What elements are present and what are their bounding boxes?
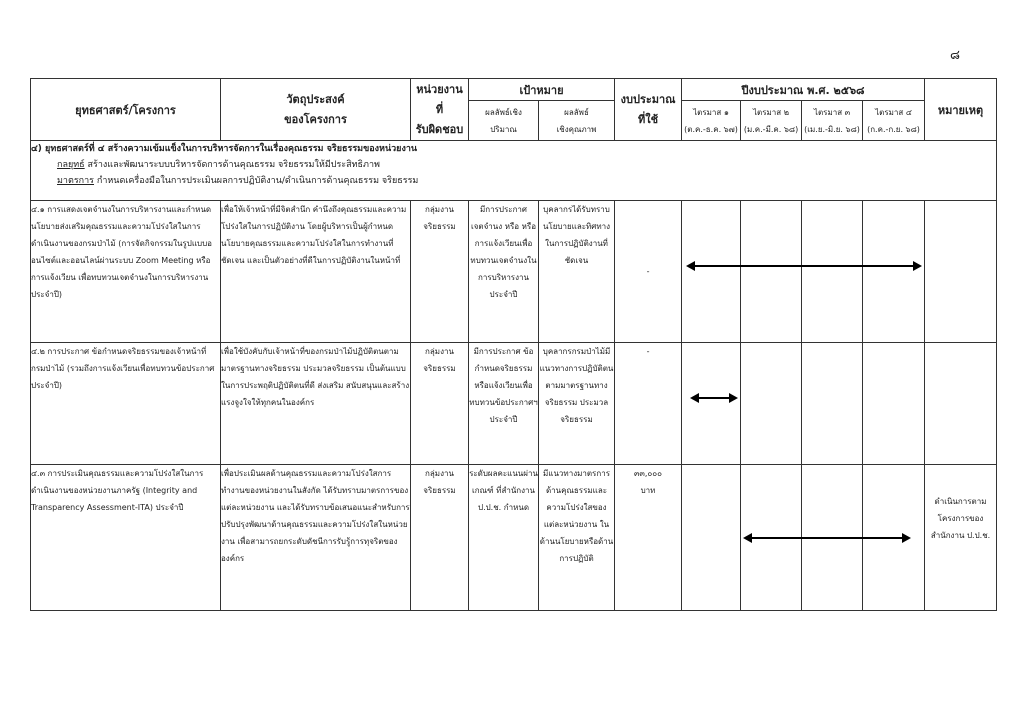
quarter-2-name: ไตรมาส ๒ <box>753 107 789 117</box>
row2-objective: เพื่อใช้บังคับกับเจ้าหน้าที่ของกรมป่าไม้ปฏิบัติตนตามมาตรฐานทางจริยธรรม ประมวลจริยธรรม เป็นต้นแบบในการประพฤติปฏิบัติตนที่ดี ส่งเสริม สนับสนุนและสร้างแรงจูงใจให้ทุกคนในองค์กร <box>221 343 411 465</box>
table-row <box>31 201 997 343</box>
table-row <box>31 465 997 611</box>
section-measure <box>31 173 996 189</box>
header-strategy: ยุทธศาสตร์/โครงการ <box>31 79 221 141</box>
header-target-qual-line2: เชิงคุณภาพ <box>556 124 597 134</box>
row2-project: ๔.๒ การประกาศ ข้อกำหนดจริยธรรมของเจ้าหน้าที่กรมป่าไม้ (รวมถึงการแจ้งเวียนเพื่อทบทวนข้อประกาศ ประจำปี) <box>31 343 221 465</box>
measure-text: กำหนดเครื่องมือในการประเมินผลการปฏิบัติงาน/ดำเนินการด้านคุณธรรม จริยธรรม <box>94 176 419 186</box>
row3-q4 <box>863 465 925 611</box>
quarter-3-name: ไตรมาส ๓ <box>813 107 851 117</box>
header-unit-line1: หน่วยงาน <box>416 82 463 96</box>
quarter-4-name: ไตรมาส ๔ <box>875 107 912 117</box>
row2-q4 <box>863 343 925 465</box>
row1-project: ๔.๑ การแสดงเจตจำนงในการบริหารงานและกำหนดนโยบายส่งเสริมคุณธรรมและความโปร่งใสในการดำเนินงานของกรมป่าไม้ (การจัดกิจกรรมในรูปแบบออนไซต์และออนไลน์ผ่านระบบ Zoom Meeting หรือการแจ้งเวียน เพื่อทบทวนเจตจำนงในการบริหารงาน ประจำปี) <box>31 201 221 343</box>
row2-unit: กลุ่มงานจริยธรรม <box>411 343 469 465</box>
row3-budget <box>615 465 682 611</box>
row1-q4 <box>863 201 925 343</box>
row1-target-qual: บุคลากรได้รับทราบนโยบายและทิศทางในการปฏิบัติงานที่ชัดเจน <box>539 201 615 343</box>
header-target-qual-line1: ผลลัพธ์ <box>564 107 589 117</box>
row3-q1 <box>682 465 741 611</box>
strategy-text: สร้างและพัฒนาระบบบริหารจัดการด้านคุณธรรม จริยธรรมให้มีประสิทธิภาพ <box>84 160 380 170</box>
row2-q3 <box>802 343 863 465</box>
row3-q3 <box>802 465 863 611</box>
row1-q2 <box>741 201 802 343</box>
row3-remarks: ดำเนินการตามโครงการของสำนักงาน ป.ป.ช. <box>925 465 997 611</box>
header-budget-line1: งบประมาณ <box>620 92 676 106</box>
header-quarter-2 <box>741 101 802 141</box>
quarter-2-months: (ม.ค.-มี.ค. ๖๘) <box>743 124 799 134</box>
header-target-qty <box>469 101 539 141</box>
section-cell <box>31 141 997 201</box>
page-number: ๘ <box>950 48 961 63</box>
timeline-arrow <box>692 397 736 399</box>
header-quarter-3 <box>802 101 863 141</box>
row3-q2 <box>741 465 802 611</box>
header-quarter-4 <box>863 101 925 141</box>
quarter-1-months: (ต.ค.-ธ.ค. ๖๗) <box>684 124 738 134</box>
header-target: เป้าหมาย <box>469 79 615 101</box>
section-title: ๔) ยุทธศาสตร์ที่ ๔ สร้างความเข้มแข็งในการบริหารจัดการในเรื่องคุณธรรม จริยธรรมของหน่วยงาน <box>31 144 418 154</box>
row3-target-qual: มีแนวทางมาตรการด้านคุณธรรมและความโปร่งใสของแต่ละหน่วยงาน ในด้านนโยบายหรือด้านการปฏิบัติ <box>539 465 615 611</box>
quarter-3-months: (เม.ย.-มิ.ย. ๖๘) <box>804 124 860 134</box>
section-row <box>31 141 997 201</box>
row1-unit: กลุ่มงานจริยธรรม <box>411 201 469 343</box>
header-unit-line2: ที่ <box>435 102 444 116</box>
section-strategy <box>31 157 996 173</box>
row2-budget: - <box>615 343 682 465</box>
header-budget-line2: ที่ใช้ <box>637 112 659 126</box>
header-objective-line1: วัตถุประสงค์ <box>286 92 345 106</box>
header-row-1 <box>31 79 997 101</box>
measure-label: มาตรการ <box>57 176 95 186</box>
row3-project: ๔.๓ การประเมินคุณธรรมและความโปร่งใสในการดำเนินงานของหน่วยงานภาครัฐ (Integrity and Transparency Assessment-ITA) ประจำปี <box>31 465 221 611</box>
table-row <box>31 343 997 465</box>
row3-unit: กลุ่มงานจริยธรรม <box>411 465 469 611</box>
header-remarks: หมายเหตุ <box>925 79 997 141</box>
quarter-4-months: (ก.ค.-ก.ย. ๖๘) <box>867 124 920 134</box>
strategy-label: กลยุทธ์ <box>57 160 85 170</box>
header-target-qual <box>539 101 615 141</box>
row3-budget-unit: บาท <box>640 486 656 495</box>
row2-remarks <box>925 343 997 465</box>
row1-budget: - <box>615 201 682 343</box>
header-target-qty-line1: ผลลัพธ์เชิง <box>485 107 522 117</box>
row1-q3 <box>802 201 863 343</box>
row3-target-qty: ระดับผลคะแนนผ่านเกณฑ์ ที่สำนักงาน ป.ป.ช. กำหนด <box>469 465 539 611</box>
quarter-1-name: ไตรมาส ๑ <box>693 107 729 117</box>
row1-q1 <box>682 201 741 343</box>
action-plan-table <box>30 78 997 611</box>
row3-objective: เพื่อประเมินผลด้านคุณธรรมและความโปร่งใสการทำงานของหน่วยงานในสังกัด ได้รับทราบมาตรการของแต่ละหน่วยงาน และได้รับทราบข้อเสนอแนะสำหรับการปรับปรุงพัฒนาด้านคุณธรรมและความโปร่งใสในหน่วยงาน เพื่อสามารถยกระดับดัชนีการรับรู้การทุจริตขององค์กร <box>221 465 411 611</box>
header-unit <box>411 79 469 141</box>
row2-target-qty: มีการประกาศ ข้อกำหนดจริยธรรม หรือแจ้งเวียนเพื่อทบทวนข้อประกาศฯ ประจำปี <box>469 343 539 465</box>
row1-remarks <box>925 201 997 343</box>
header-objective <box>221 79 411 141</box>
header-unit-line3: รับผิดชอบ <box>415 122 464 136</box>
header-objective-line2: ของโครงการ <box>284 112 347 126</box>
header-quarter-1 <box>682 101 741 141</box>
row1-target-qty: มีการประกาศเจตจำนง หรือ หรือการแจ้งเวียนเพื่อทบทวนเจตจำนงในการบริหารงาน ประจำปี <box>469 201 539 343</box>
header-target-qty-line2: ปริมาณ <box>490 124 517 134</box>
header-fiscal-year: ปีงบประมาณ พ.ศ. ๒๕๖๘ <box>682 79 925 101</box>
row2-q1 <box>682 343 741 465</box>
row2-target-qual: บุคลากรกรมป่าไม้มีแนวทางการปฏิบัติตนตามมาตรฐานทางจริยธรรม ประมวลจริยธรรม <box>539 343 615 465</box>
row3-budget-amount: ๓๓,๐๐๐ <box>633 469 663 478</box>
row2-q2 <box>741 343 802 465</box>
row1-objective: เพื่อให้เจ้าหน้าที่มีจิตสำนึก คำนึงถึงคุณธรรมและความโปร่งใสในการปฏิบัติงาน โดยผู้บริหารเป็นผู้กำหนดนโยบายคุณธรรมและความโปร่งใสในการทำงานที่ชัดเจน และเป็นตัวอย่างที่ดีในการปฏิบัติงานในหน้าที่ <box>221 201 411 343</box>
header-budget <box>615 79 682 141</box>
